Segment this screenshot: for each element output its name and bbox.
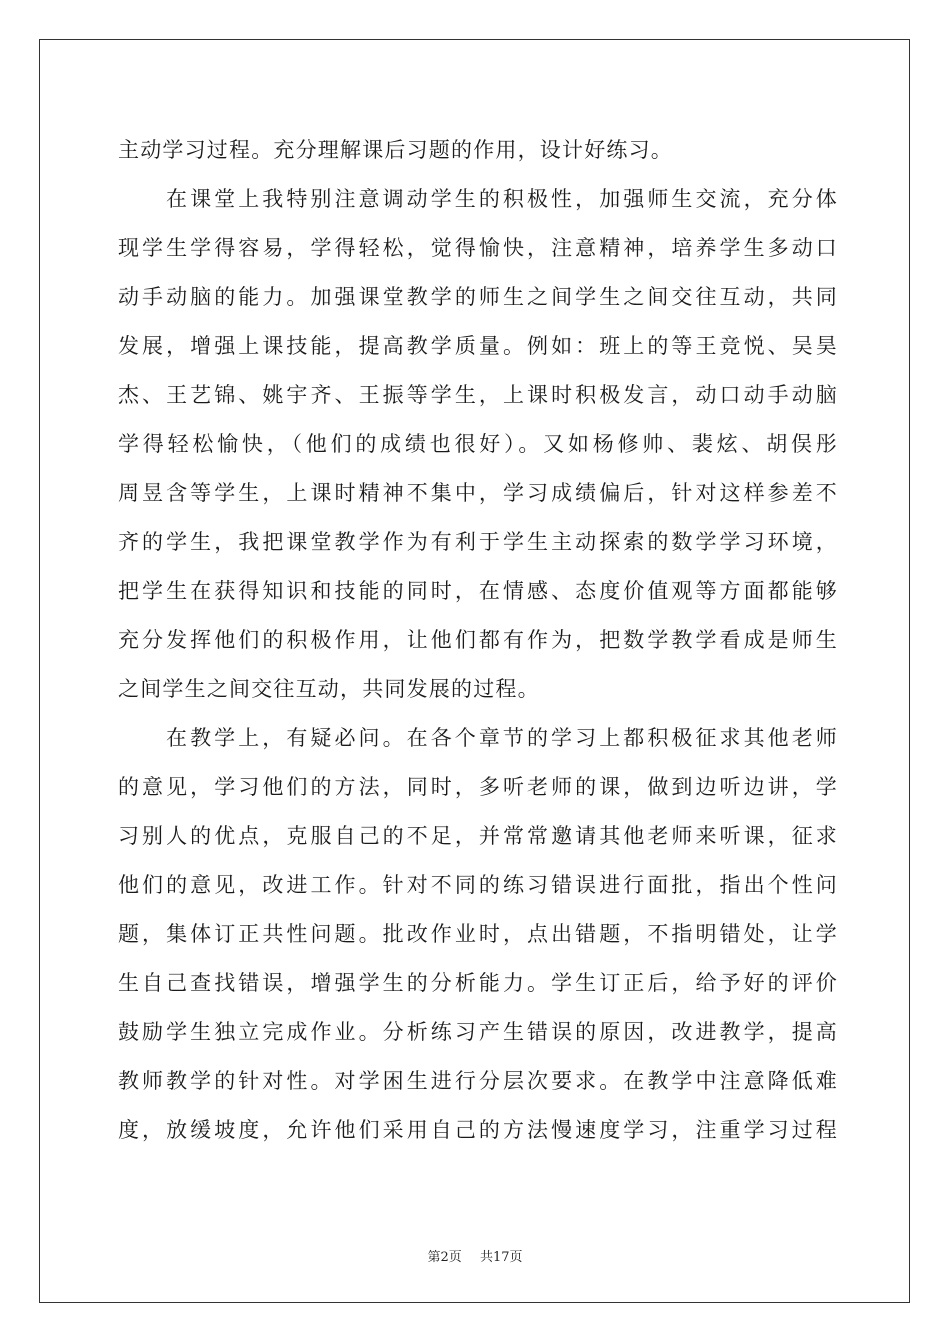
text-line: 学得轻松愉快，（他们的成绩也很好）。又如杨修帅、裴炫、胡俣彤 <box>118 432 838 456</box>
text-line: 现学生学得容易，学得轻松，觉得愉快，注意精神，培养学生多动口 <box>118 236 838 260</box>
text-line: 充分发挥他们的积极作用，让他们都有作为，把数学教学看成是师生 <box>118 628 838 652</box>
text-line: 他们的意见，改进工作。针对不同的练习错误进行面批，指出个性问 <box>118 873 838 897</box>
page-number-total: 共17页 <box>480 1250 523 1265</box>
text-line: 习别人的优点，克服自己的不足，并常常邀请其他老师来听课，征求 <box>118 824 838 848</box>
text-line: 周昱含等学生，上课时精神不集中，学习成绩偏后，针对这样参差不 <box>118 481 838 505</box>
text-line: 生自己查找错误，增强学生的分析能力。学生订正后，给予好的评价 <box>118 971 838 995</box>
text-line: 发展，增强上课技能，提高教学质量。例如：班上的等王竞悦、吴昊 <box>118 334 838 358</box>
page-number-current: 第2页 <box>427 1250 462 1265</box>
text-line: 动手动脑的能力。加强课堂教学的师生之间学生之间交往互动，共同 <box>118 285 838 309</box>
text-line: 教师教学的针对性。对学困生进行分层次要求。在教学中注意降低难 <box>118 1069 838 1093</box>
text-line: 把学生在获得知识和技能的同时，在情感、态度价值观等方面都能够 <box>118 579 838 603</box>
text-line: 齐的学生，我把课堂教学作为有利于学生主动探索的数学学习环境， <box>118 530 838 554</box>
paragraph-start-line: 在教学上，有疑必问。在各个章节的学习上都积极征求其他老师 <box>166 726 838 750</box>
text-line: 之间学生之间交往互动，共同发展的过程。 <box>118 677 540 701</box>
text-line: 的意见，学习他们的方法，同时，多听老师的课，做到边听边讲，学 <box>118 775 838 799</box>
text-line: 鼓励学生独立完成作业。分析练习产生错误的原因，改进教学，提高 <box>118 1020 838 1044</box>
paragraph-start-line: 在课堂上我特别注意调动学生的积极性，加强师生交流，充分体 <box>166 187 838 211</box>
page-footer <box>0 1246 950 1265</box>
text-line: 杰、王艺锦、姚宇齐、王振等学生，上课时积极发言，动口动手动脑 <box>118 383 838 407</box>
text-line: 度，放缓坡度，允许他们采用自己的方法慢速度学习，注重学习过程 <box>118 1118 838 1142</box>
text-line: 主动学习过程。充分理解课后习题的作用，设计好练习。 <box>118 138 673 162</box>
text-line: 题，集体订正共性问题。批改作业时，点出错题，不指明错处，让学 <box>118 922 838 946</box>
